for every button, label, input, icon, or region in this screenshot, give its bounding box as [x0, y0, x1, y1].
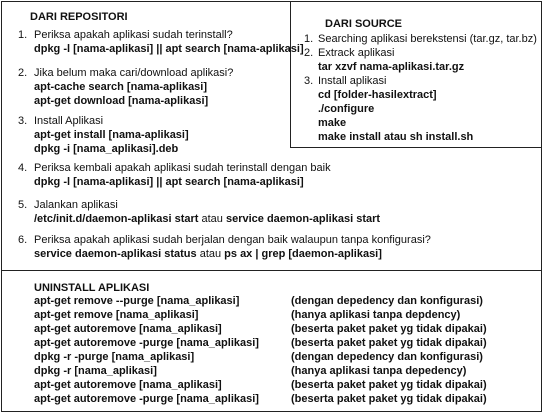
connector-text: atau: [196, 248, 225, 260]
item-command: cd [folder-hasilextract]: [318, 89, 437, 101]
uninstall-command: apt-get autoremove -purge [nama_aplikasi]: [34, 393, 259, 405]
command-text: ps ax | grep [daemon-aplikasi]: [224, 248, 382, 260]
uninstall-description: (dengan depedency dan konfigurasi): [291, 351, 483, 363]
command-text: service daemon-aplikasi start: [225, 213, 381, 225]
item-body: [34, 233, 431, 261]
repositori-item: [18, 198, 380, 226]
item-command: tar xzvf nama-aplikasi.tar.gz: [318, 61, 465, 73]
item-command-line: [34, 247, 431, 261]
item-number: 1.: [18, 29, 28, 41]
uninstall-heading: UNINSTALL APLIKASI: [34, 282, 150, 294]
uninstall-description: (hanya aplikasi tanpa depdency): [291, 309, 461, 321]
item-number: 2.: [304, 47, 314, 59]
item-title: Jika belum maka cari/download aplikasi?: [34, 67, 234, 79]
repositori-item: [18, 233, 431, 261]
connector-text: atau: [198, 213, 226, 225]
item-title: Jalankan aplikasi: [34, 199, 118, 211]
repositori-item: [18, 161, 331, 189]
item-number: 4.: [18, 162, 28, 174]
item-command: ./configure: [318, 103, 375, 115]
uninstall-description: (hanya aplikasi tanpa depedency): [291, 365, 467, 377]
item-number: 2.: [18, 67, 28, 79]
item-command: dpkg -l [nama-aplikasi] || apt search [nama-aplikasi]: [34, 176, 304, 188]
item-body: [34, 114, 189, 156]
item-command: dpkg -i [nama_aplikasi].deb: [34, 143, 179, 155]
repositori-item: [18, 66, 233, 108]
item-command: make install atau sh install.sh: [318, 131, 474, 143]
uninstall-command: apt-get remove --purge [nama_aplikasi]: [34, 295, 240, 307]
source-item: [304, 46, 464, 74]
item-title: Periksa apakah aplikasi sudah berjalan dengan baik walaupun tanpa konfigurasi?: [34, 234, 431, 246]
uninstall-command: apt-get remove [nama_aplikasi]: [34, 309, 199, 321]
uninstall-command: dpkg -r [nama_aplikasi]: [34, 365, 157, 377]
uninstall-divider: [1, 270, 542, 271]
item-body: [318, 46, 464, 74]
item-title: Extrack aplikasi: [318, 47, 395, 59]
item-number: 1.: [304, 33, 314, 45]
item-number: 3.: [18, 115, 28, 127]
item-number: 3.: [304, 75, 314, 87]
item-number: 5.: [18, 199, 28, 211]
command-text: service daemon-aplikasi status: [34, 248, 197, 260]
repositori-item: [18, 114, 189, 156]
uninstall-description: (beserta paket paket yg tidak dipakai): [291, 393, 487, 405]
source-item: [304, 74, 473, 144]
item-title: Install Aplikasi: [34, 115, 104, 127]
item-body: [34, 66, 233, 108]
item-body: [318, 74, 473, 144]
item-title: Periksa kembali apakah aplikasi sudah terinstall dengan baik: [34, 162, 331, 174]
item-command: apt-get install [nama-aplikasi]: [34, 129, 189, 141]
uninstall-command: dpkg -r -purge [nama_aplikasi]: [34, 351, 195, 363]
item-command: apt-cache search [nama-aplikasi]: [34, 81, 208, 93]
uninstall-command: apt-get autoremove [nama_aplikasi]: [34, 323, 222, 335]
item-body: [34, 198, 380, 226]
item-body: [34, 161, 331, 189]
source-heading: DARI SOURCE: [325, 18, 403, 30]
item-title: Searching aplikasi berekstensi (tar.gz, tar.bz): [318, 33, 537, 45]
item-command-line: [34, 212, 380, 226]
uninstall-description: (beserta paket paket yg tidak dipakai): [291, 379, 487, 391]
uninstall-description: (beserta paket paket yg tidak dipakai): [291, 337, 487, 349]
item-command: apt-get download [nama-aplikasi]: [34, 95, 209, 107]
command-text: /etc/init.d/daemon-aplikasi start: [34, 213, 199, 225]
item-number: 6.: [18, 234, 28, 246]
repositori-heading: DARI REPOSITORI: [30, 11, 128, 23]
source-item: [304, 32, 537, 46]
item-command: dpkg -l [nama-aplikasi] || apt search [nama-aplikasi]: [34, 43, 304, 55]
item-body: [34, 28, 304, 56]
uninstall-description: (dengan depedency dan konfigurasi): [291, 295, 483, 307]
item-title: Install aplikasi: [318, 75, 387, 87]
item-body: [318, 32, 537, 46]
item-title: Periksa apakah aplikasi sudah terinstall?: [34, 29, 233, 41]
item-command: make: [318, 117, 347, 129]
uninstall-command: apt-get autoremove [nama_aplikasi]: [34, 379, 222, 391]
uninstall-command: apt-get autoremove -purge [nama_aplikasi]: [34, 337, 259, 349]
repositori-item: [18, 28, 304, 56]
uninstall-description: (beserta paket paket yg tidak dipakai): [291, 323, 487, 335]
